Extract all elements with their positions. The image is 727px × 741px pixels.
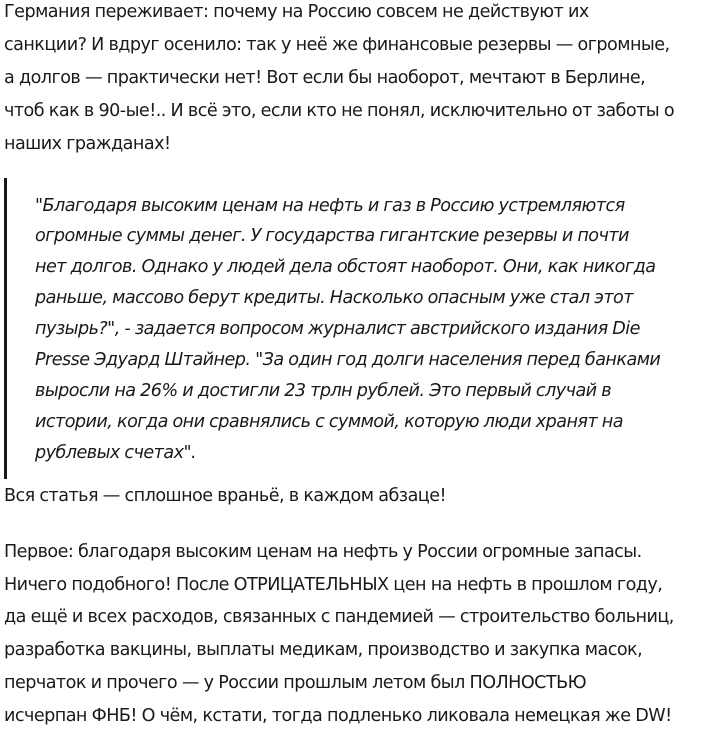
paragraph-first-point: Первое: благодаря высоким ценам на нефть у России огромные запасы. Ничего подобного! После ОТРИЦАТЕЛЬНЫХ цен на нефть в прошлом году, да ещё и всех расходов, связанных с пандемией — строительство больниц, разработка вакцины, выплаты медикам, производство и закупка масок, перчаток и прочего — у России прошлым летом был ПОЛНОСТЬЮ исчерпан ФНБ! О чём, кстати, тогда подленько ликовала немецкая же DW! xyxy=(4,541,674,727)
blockquote-die-presse: "Благодаря высоким ценам на нефть и газ в Россию устремляются огромные суммы денег. У государства гигантские резервы и почти нет долгов. Однако у людей дела обстоят наоборот. Они, как никогда раньше, массово берут кредиты. Насколько опасным уже стал этот пузырь?", - задается вопросом журналист австрийского издания Die Presse Эдуард Штайнер. "За один год долги населения перед банками выросли на 26% и достигли 23 трлн рублей. Это первый случай в истории, когда они сравнялись с суммой, которую люди хранят на рублевых счетах". xyxy=(4,178,727,479)
article-body xyxy=(4,0,727,733)
paragraph-verdict: Вся статья — сплошное враньё, в каждом абзаце! xyxy=(4,485,447,506)
paragraph-intro: Германия переживает: почему на Россию совсем не действуют их санкции? И вдруг осенило: так у неё же финансовые резервы — огромные, а долгов — практически нет! Вот если бы наоборот, мечтают в Берлине, чтоб как в 90-ые!.. И всё это, если кто не понял, исключительно от заботы о наших гражданах! xyxy=(4,2,675,154)
